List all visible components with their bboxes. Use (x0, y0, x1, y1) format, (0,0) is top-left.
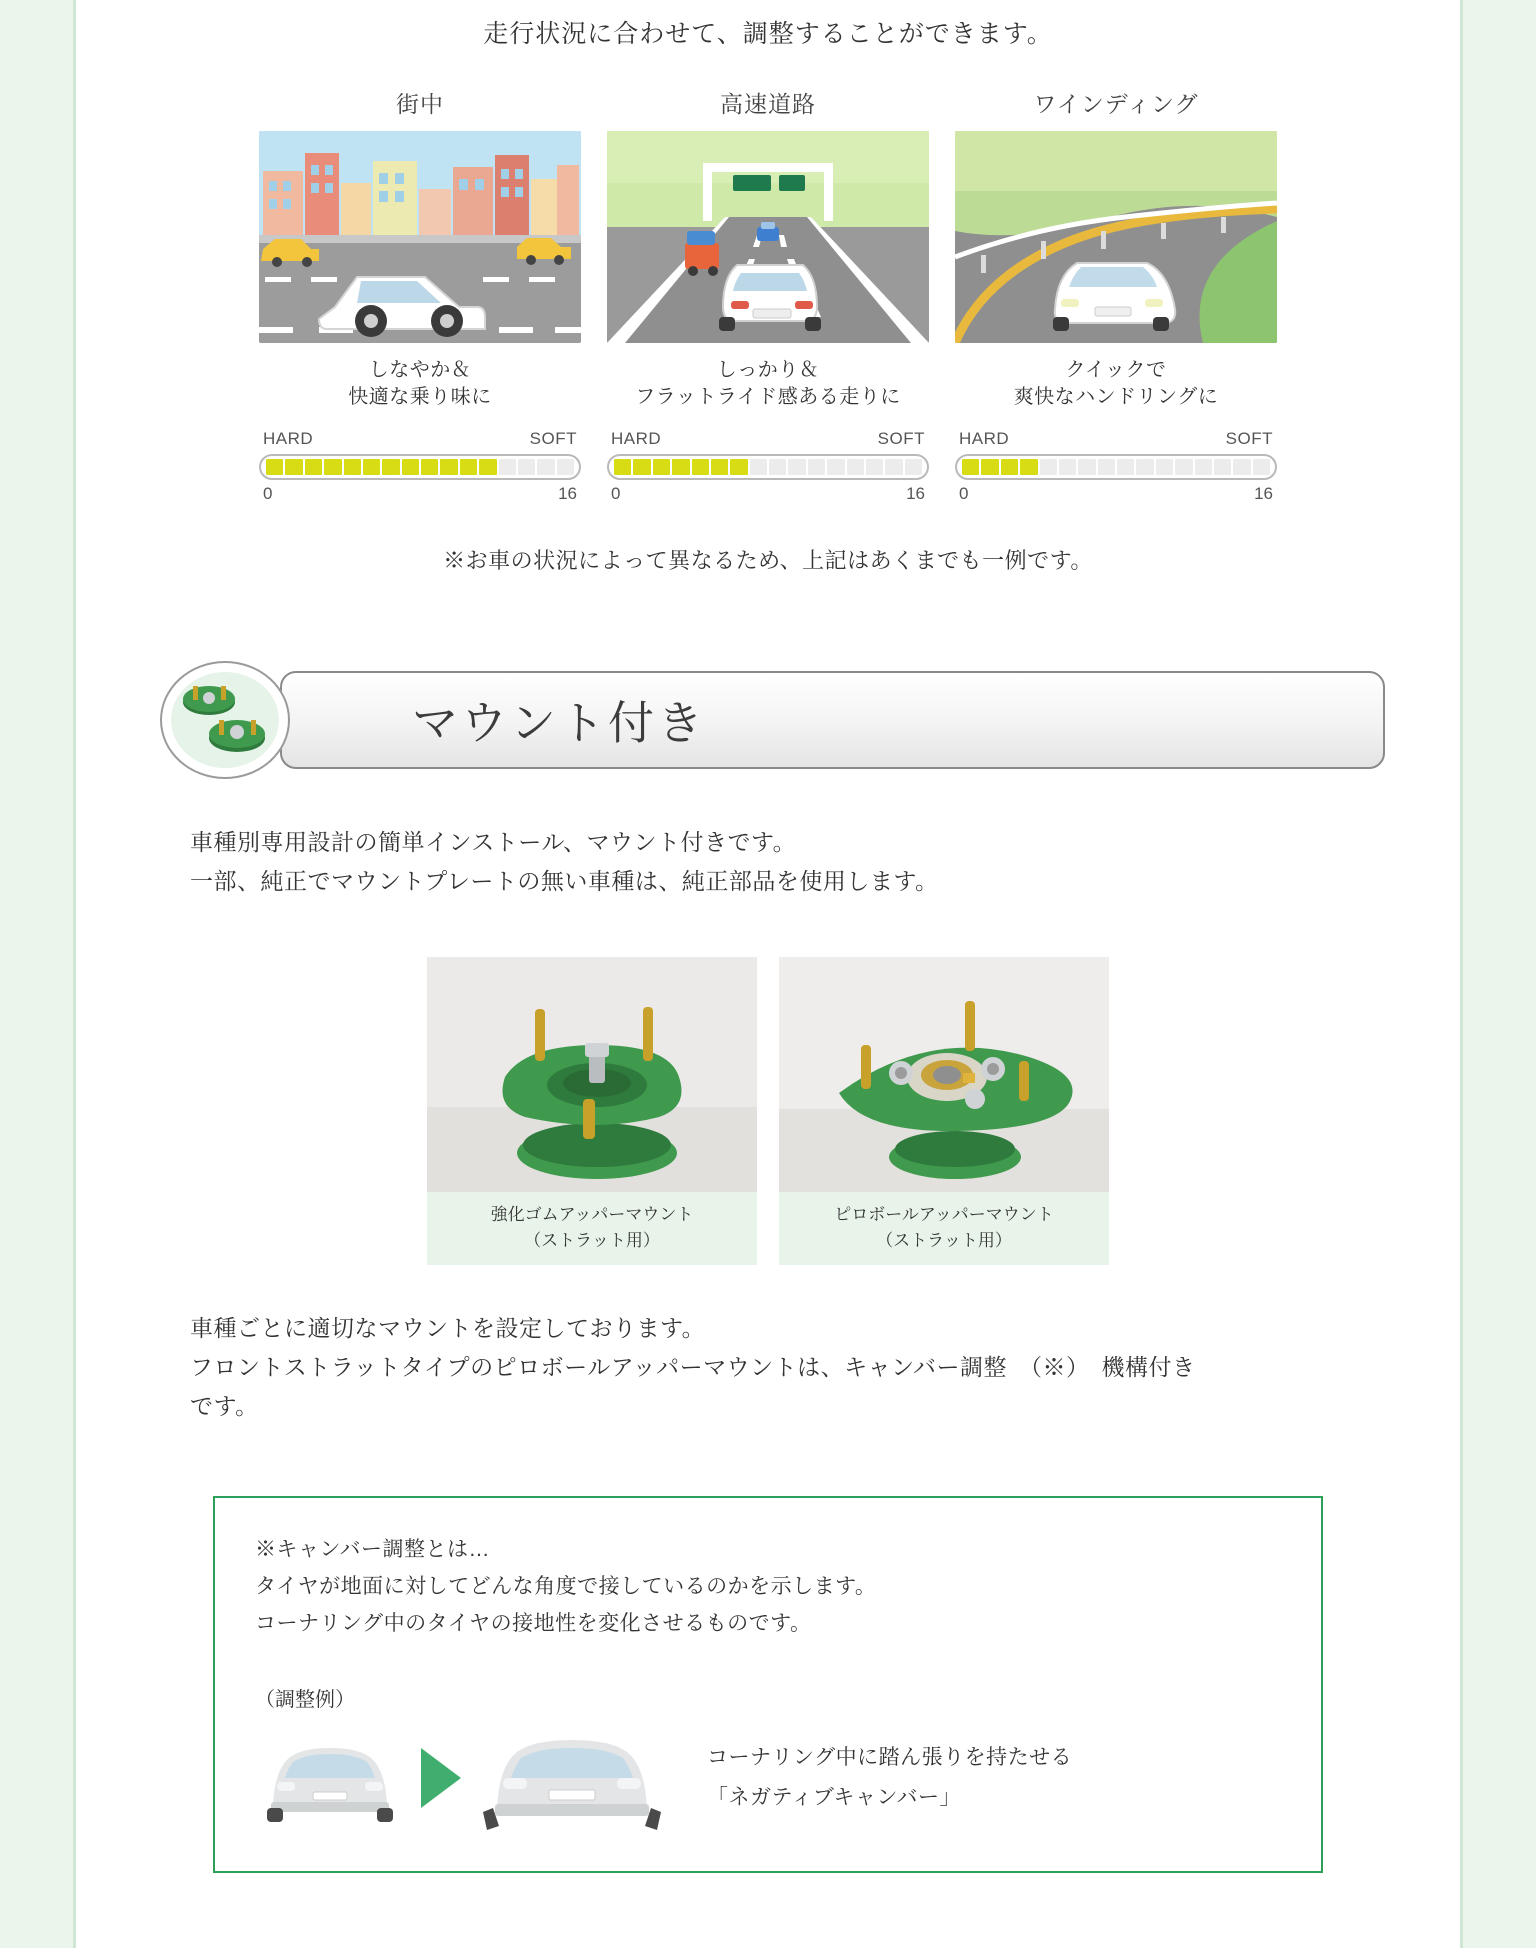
scene-card-highway (607, 86, 929, 504)
gauge-segment (633, 459, 650, 475)
scene-caption-line2: フラットライド感ある走りに (635, 386, 901, 408)
gauge-segment (1059, 459, 1076, 475)
section-lead-text: 走行状況に合わせて、調整することができます。 (483, 20, 1053, 48)
scene-card-title: ワインディング (1033, 91, 1199, 117)
car-front-negative-camber-icon (477, 1716, 667, 1841)
gauge-segment (711, 459, 728, 475)
mount-photo-caption-line2: （ストラット用） (876, 1230, 1012, 1250)
gauge-segment (285, 459, 302, 475)
gauge-segment (1098, 459, 1115, 475)
camber-line3: コーナリング中のタイヤの接地性を変化させるものです。 (255, 1611, 812, 1635)
gauge-segment (808, 459, 825, 475)
gauge-segment (1136, 459, 1153, 475)
gauge-soft-label: SOFT (1225, 429, 1273, 448)
gauge-segment (614, 459, 631, 475)
rubber-upper-mount-photo (427, 957, 757, 1192)
scene-card-city (259, 86, 581, 504)
gauge-segment (653, 459, 670, 475)
gauge-segment (363, 459, 380, 475)
pillowball-upper-mount-photo (779, 957, 1109, 1192)
winding-road-illustration (955, 131, 1277, 343)
gauge-max: 16 (558, 484, 577, 503)
gauge-min: 0 (611, 484, 621, 503)
mount-photo-caption (427, 1192, 757, 1265)
gauge-segment (1020, 459, 1037, 475)
mount-description-line2: 一部、純正でマウントプレートの無い車種は、純正部品を使用します。 (190, 868, 939, 895)
gauge-soft-label: SOFT (529, 429, 577, 448)
gauge-segment (557, 459, 574, 475)
gauge-track (607, 454, 929, 480)
gauge-segment (266, 459, 283, 475)
scene-card-winding (955, 86, 1277, 504)
car-camber-svg (477, 1716, 667, 1836)
rubber-mount-svg (427, 957, 757, 1192)
gauge-segment (440, 459, 457, 475)
gauge-max: 16 (906, 484, 925, 503)
camber-note-line2: 「ネガティブキャンバー」 (707, 1786, 962, 1810)
mount-photo-list (0, 957, 1536, 1265)
white-car-rear (719, 265, 821, 331)
car-front-normal-icon (255, 1726, 405, 1831)
gauge-min: 0 (959, 484, 969, 503)
camber-note-line1: コーナリング中に踏ん張りを持たせる (707, 1746, 1073, 1770)
mount-heading (160, 661, 1385, 779)
camber-explanation-box (213, 1496, 1323, 1872)
badge-inner (171, 672, 279, 768)
camber-example-row (255, 1716, 1281, 1841)
gauge-highway (607, 429, 929, 504)
mount-description-2-line3: です。 (190, 1393, 259, 1420)
section-note: ※お車の状況によって異なるため、上記はあくまでも一例です。 (443, 548, 1093, 573)
gauge-segment (750, 459, 767, 475)
mount-photo-caption (779, 1192, 1109, 1265)
scene-card-caption (607, 357, 929, 411)
gauge-segment (479, 459, 496, 475)
gauge-segment (460, 459, 477, 475)
gauge-numbers (607, 480, 929, 504)
mount-description-2-line2: フロントストラットタイプのピロボールアッパーマウントは、キャンバー調整 （※） 機構付き (190, 1354, 1196, 1381)
scene-card-list (0, 86, 1536, 504)
scene-caption-line2: 快適な乗り味に (348, 386, 492, 408)
gauge-segment (769, 459, 786, 475)
gauge-segment (885, 459, 902, 475)
gauge-max: 16 (1254, 484, 1273, 503)
scene-card-caption (955, 357, 1277, 411)
gauge-segment (827, 459, 844, 475)
highway-svg (607, 131, 929, 343)
camber-line2: タイヤが地面に対してどんな角度で接しているのかを示します。 (255, 1575, 877, 1599)
gauge-segment (1117, 459, 1134, 475)
gauge-min: 0 (263, 484, 273, 503)
winding-road-svg (955, 131, 1277, 343)
mount-description-line1: 車種別専用設計の簡単インストール、マウント付きです。 (190, 829, 797, 855)
gauge-city (259, 429, 581, 504)
gauge-segment (344, 459, 361, 475)
scene-caption-line1: しっかり＆ (716, 359, 820, 381)
gauge-labels (259, 429, 581, 454)
gauge-segment (1214, 459, 1231, 475)
gauge-segment (672, 459, 689, 475)
gauge-segment (518, 459, 535, 475)
gauge-segment (1195, 459, 1212, 475)
scene-card-title: 高速道路 (720, 91, 816, 117)
gauge-segment (981, 459, 998, 475)
gauge-segment (730, 459, 747, 475)
gauge-track (955, 454, 1277, 480)
gauge-soft-label: SOFT (877, 429, 925, 448)
gauge-segment (1040, 459, 1057, 475)
city-street-illustration (259, 131, 581, 343)
gauge-segment (1175, 459, 1192, 475)
scene-caption-line1: クイックで (1065, 359, 1167, 381)
gauge-hard-label: HARD (959, 429, 1010, 448)
scene-caption-line2: 爽快なハンドリングに (1013, 386, 1219, 408)
heading-title: マウント付き (412, 697, 706, 749)
gauge-segment (847, 459, 864, 475)
mount-photo-card-pillowball (779, 957, 1109, 1265)
gauge-segment (692, 459, 709, 475)
gauge-segment (382, 459, 399, 475)
gauge-winding (955, 429, 1277, 504)
gauge-segment (1078, 459, 1095, 475)
gauge-segment (305, 459, 322, 475)
camber-note (707, 1738, 1072, 1818)
pillowball-mount-svg (779, 957, 1109, 1192)
gauge-segment (905, 459, 922, 475)
gauge-segment (537, 459, 554, 475)
car-normal-svg (255, 1726, 405, 1826)
camber-line1: ※キャンバー調整とは… (255, 1538, 491, 1562)
mount-photo-caption-line2: （ストラット用） (524, 1230, 660, 1250)
gauge-hard-label: HARD (263, 429, 314, 448)
gauge-segment (1253, 459, 1270, 475)
arrow-right-icon (421, 1748, 461, 1808)
mount-parts-svg (171, 672, 279, 768)
gauge-segment (866, 459, 883, 475)
scene-caption-line1: しなやか＆ (368, 359, 472, 381)
mount-photo-card-rubber (427, 957, 757, 1265)
highway-illustration (607, 131, 929, 343)
gauge-track (259, 454, 581, 480)
gauge-segment (402, 459, 419, 475)
gauge-segment (788, 459, 805, 475)
mount-photo-caption-line1: 強化ゴムアッパーマウント (490, 1205, 694, 1225)
scene-card-caption (259, 357, 581, 411)
gauge-labels (955, 429, 1277, 454)
gauge-segment (1233, 459, 1250, 475)
gauge-numbers (955, 480, 1277, 504)
upper-mount-parts-icon (160, 661, 290, 779)
mount-photo-caption-line1: ピロボールアッパーマウント (834, 1205, 1054, 1225)
gauge-segment (499, 459, 516, 475)
gauge-segment (962, 459, 979, 475)
city-street-svg (259, 131, 581, 343)
camber-example-label: （調整例） (255, 1688, 355, 1711)
gauge-labels (607, 429, 929, 454)
mount-description (190, 823, 1350, 901)
gauge-segment (1001, 459, 1018, 475)
gauge-segment (421, 459, 438, 475)
scene-card-title: 街中 (396, 91, 444, 117)
white-car-winding (1053, 263, 1175, 331)
gauge-numbers (259, 480, 581, 504)
gauge-segment (1156, 459, 1173, 475)
gauge-hard-label: HARD (611, 429, 662, 448)
mount-description-2-line1: 車種ごとに適切なマウントを設定しております。 (190, 1315, 706, 1342)
camber-text (255, 1532, 1281, 1642)
mount-description-2 (190, 1309, 1350, 1426)
gauge-segment (324, 459, 341, 475)
